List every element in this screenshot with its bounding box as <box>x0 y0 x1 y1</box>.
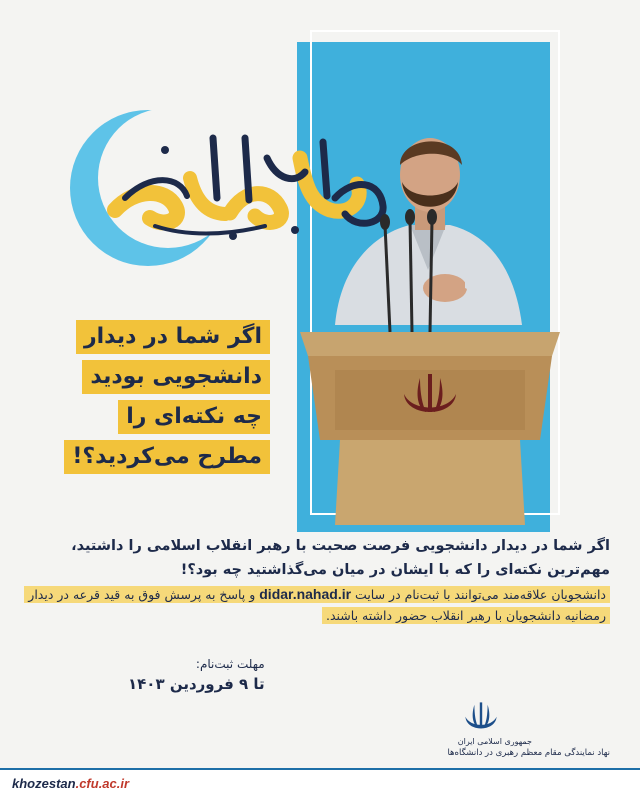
organization-name <box>447 736 610 760</box>
registration-info <box>20 584 610 626</box>
footer-url[interactable] <box>12 776 129 791</box>
organization-line-2: نهاد نمایندگی مقام معظم رهبری در دانشگاه‌ها <box>447 748 610 758</box>
deadline-label: مهلت ثبت‌نام: <box>195 657 265 671</box>
question-line-1: اگر شما در دیدار <box>76 320 270 354</box>
question-block <box>64 320 270 480</box>
intro-paragraph: اگر شما در دیدار دانشجویی فرصت صحبت با رهبر انقلاب اسلامی را داشتید، مهم‌ترین نکته‌ای را که با ایشان در میان می‌گذاشتید چه بود؟! <box>71 538 610 578</box>
registration-deadline <box>128 655 265 695</box>
question-line-2: دانشجویی بودید <box>82 360 270 394</box>
organization-line-1: جمهوری اسلامی ایران <box>457 737 532 746</box>
question-line-3: چه نکته‌ای را <box>118 400 270 434</box>
footer-url-main: khozestan <box>12 776 76 791</box>
iran-emblem-icon <box>463 700 499 736</box>
info-before-site: دانشجویان علاقه‌مند می‌توانند با ثبت‌نام در سایت <box>355 587 606 602</box>
footer-url-accent: .cfu.ac.ir <box>75 776 130 791</box>
info-after-site: و پاسخ به پرسش فوق به قید قرعه در دیدار رمضانیه دانشجویان با رهبر انقلاب حضور داشته باشند. <box>28 587 606 623</box>
website-link[interactable]: didar.nahad.ir <box>259 586 352 602</box>
speaker-at-podium-illustration <box>300 120 560 525</box>
question-line-4: مطرح می‌کردید؟! <box>64 440 270 474</box>
deadline-value: تا ۹ فروردین ۱۴۰۳ <box>128 675 265 693</box>
